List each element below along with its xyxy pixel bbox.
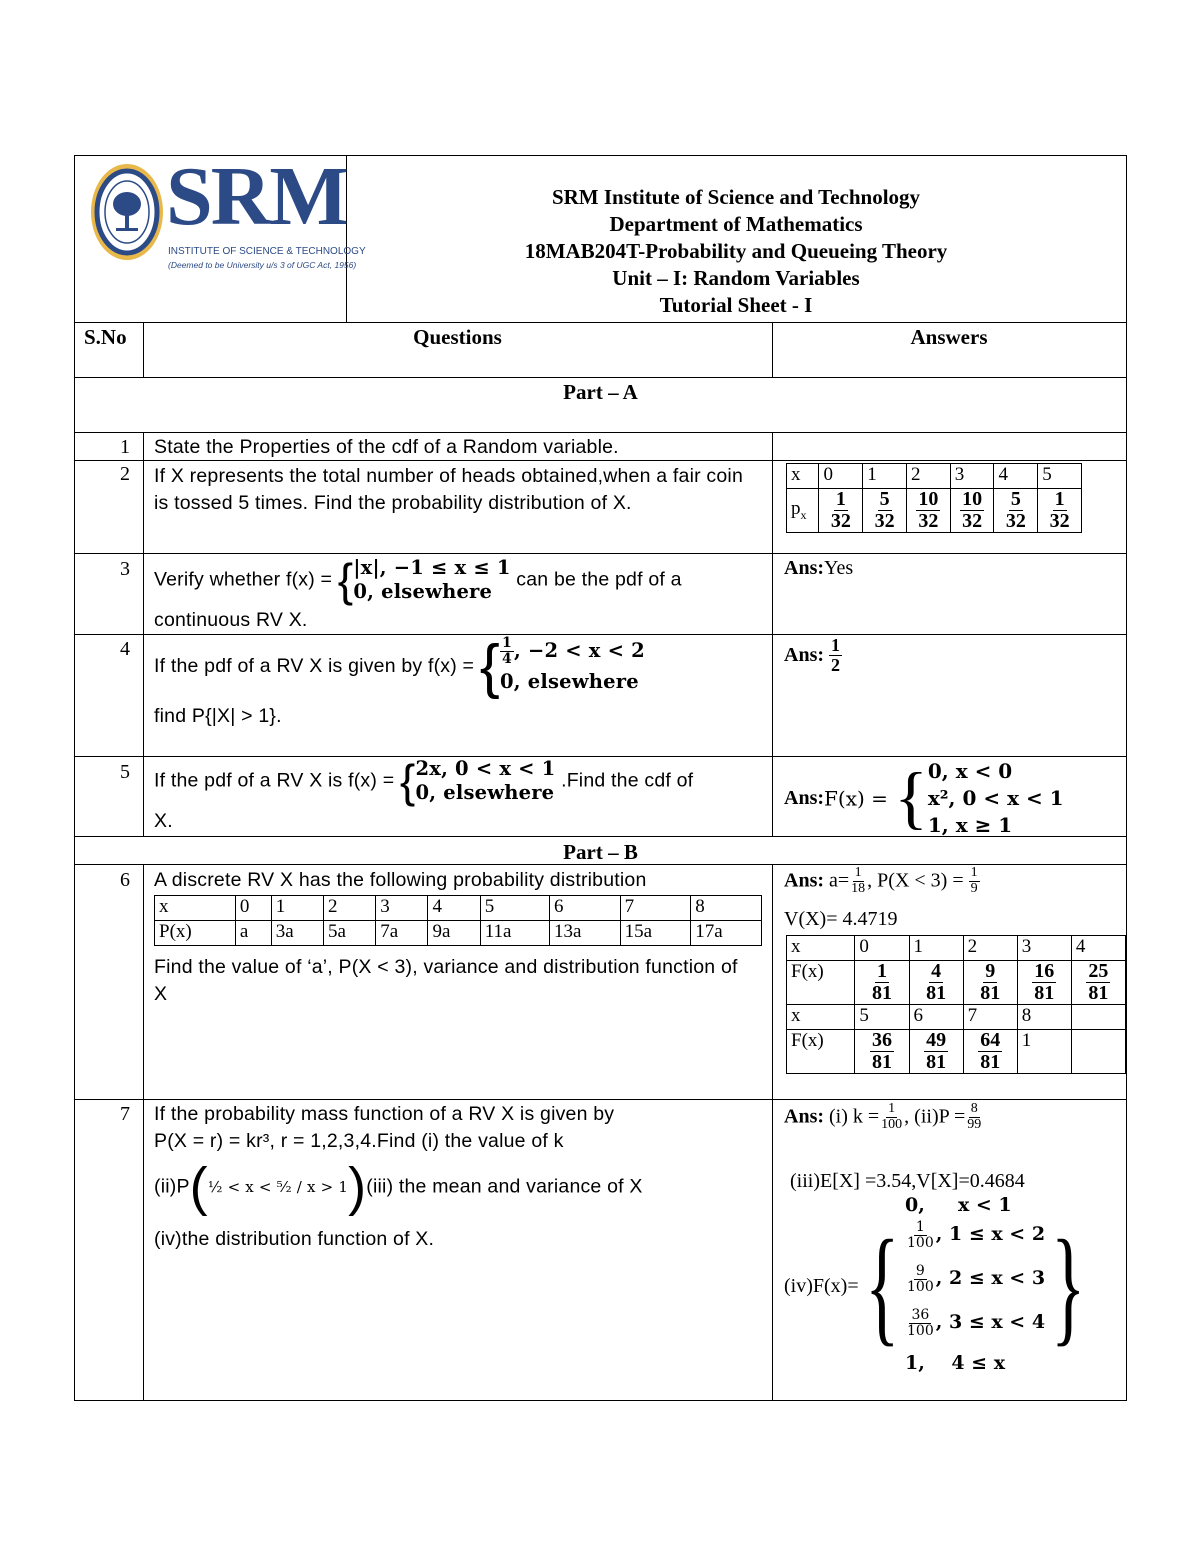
q7-ans-p: , (ii)P = xyxy=(904,1105,966,1128)
q7-ans-k: (i) k = xyxy=(824,1105,880,1128)
q2-number: 2 xyxy=(120,463,130,485)
table-cell: x xyxy=(787,1005,855,1030)
table-cell: 6 xyxy=(909,1005,963,1030)
fraction-numerator: 25 xyxy=(1088,960,1109,982)
brace-icon: { xyxy=(337,554,354,606)
q6-number: 6 xyxy=(120,869,130,891)
table-cell: 0 xyxy=(819,464,863,489)
fraction-denominator: 100 xyxy=(907,1322,934,1339)
table-cell: 0 xyxy=(235,896,271,921)
q3-answer xyxy=(784,557,853,580)
q4-pre: If the pdf of a RV X is given by f(x) = xyxy=(154,654,480,677)
part-b-title: Part – B xyxy=(563,840,638,864)
table-cell xyxy=(909,961,963,1005)
q3-pre: Verify whether f(x) = xyxy=(154,568,338,591)
table-cell xyxy=(855,1030,909,1074)
fraction-numerator: 5 xyxy=(879,488,890,510)
q3-case2: 0, elsewhere xyxy=(353,580,493,603)
q7-ans-iv xyxy=(784,1192,1091,1380)
table-cell: 7 xyxy=(963,1005,1017,1030)
fraction-numerator: 1 xyxy=(502,635,512,652)
table-cell: F(x) xyxy=(787,961,855,1005)
ans-label: Ans: xyxy=(784,557,825,579)
table-cell xyxy=(906,489,950,533)
q6-ans-a: a= xyxy=(824,869,850,892)
q7-answer-line1 xyxy=(784,1102,983,1132)
ans-label: Ans: xyxy=(784,869,825,892)
table-cell: 4 xyxy=(994,464,1038,489)
q7-case-0 xyxy=(905,1194,1045,1220)
q6-ans-p: , P(X < 3) = xyxy=(867,869,969,892)
table-row xyxy=(155,896,762,921)
q7-case-2 xyxy=(905,1264,1045,1308)
p-label: p xyxy=(791,498,801,520)
table-cell: 2 xyxy=(906,464,950,489)
logo xyxy=(86,150,366,273)
fraction-denominator: 100 xyxy=(907,1278,934,1295)
fraction-numerator: 1 xyxy=(835,488,846,510)
brace-icon: { xyxy=(894,759,928,837)
fraction-numerator: 49 xyxy=(926,1029,947,1051)
q5-ans-case1: 0, x < 0 xyxy=(927,759,1013,783)
q7-line3-expr: ½ < x < ⁵⁄₂ / x > 1 xyxy=(207,1178,349,1196)
table-cell xyxy=(819,489,863,533)
case-cond: , 3 ≤ x < 4 xyxy=(935,1311,1046,1334)
table-cell: 1 xyxy=(1017,1030,1071,1074)
brace-icon: { xyxy=(864,1214,899,1358)
q5-ans-f: F(x) = xyxy=(824,786,895,811)
table-cell xyxy=(950,489,994,533)
fraction-denominator: 81 xyxy=(871,1051,892,1073)
q3-post2: continuous RV X. xyxy=(154,609,308,631)
table-cell xyxy=(1038,489,1082,533)
fraction-denominator: 32 xyxy=(918,510,939,532)
q6-cdf-table-1 xyxy=(786,935,1126,1074)
q7-line3 xyxy=(154,1157,643,1217)
col-sno: S.No xyxy=(84,325,127,349)
table-cell xyxy=(1071,1030,1125,1074)
table-cell: 8 xyxy=(691,896,762,921)
table-row xyxy=(787,1030,1126,1074)
q3-number: 3 xyxy=(120,558,130,580)
q7-line2: P(X = r) = kr³, r = 1,2,3,4.Find (i) the value of k xyxy=(154,1130,564,1152)
institute-name: SRM Institute of Science and Technology xyxy=(551,185,921,209)
q5-case1: 2x, 0 < x < 1 xyxy=(415,757,556,780)
fraction-denominator: 81 xyxy=(871,982,892,1004)
q5-post: .Find the cdf of xyxy=(561,769,694,792)
q7-ans-iv-label: (iv)F(x)= xyxy=(784,1274,859,1297)
table-row xyxy=(787,1005,1126,1030)
q5-ans-case3: 1, x ≥ 1 xyxy=(927,813,1013,837)
q1-text: State the Properties of the cdf of a Random variable. xyxy=(154,436,619,458)
fraction-numerator: 64 xyxy=(980,1029,1001,1051)
table-cell xyxy=(787,489,819,533)
q4-case1: , −2 < x < 2 xyxy=(513,639,645,662)
table-cell xyxy=(963,1030,1017,1074)
table-cell: 4 xyxy=(428,896,480,921)
q7-line3-post: (iii) the mean and variance of X xyxy=(366,1175,643,1198)
table-row xyxy=(155,921,762,946)
ans-label: Ans: xyxy=(784,1105,825,1128)
fraction-numerator: 4 xyxy=(931,960,942,982)
fraction-numerator: 10 xyxy=(918,488,939,510)
case-cond: , 1 ≤ x < 2 xyxy=(935,1223,1046,1246)
table-cell: 13a xyxy=(550,921,621,946)
fraction-numerator: 9 xyxy=(915,1263,925,1279)
course-title: 18MAB204T-Probability and Queueing Theory xyxy=(524,239,948,263)
table-cell xyxy=(855,961,909,1005)
table-cell xyxy=(1071,961,1125,1005)
table-cell: 1 xyxy=(909,936,963,961)
q7-line1: If the probability mass function of a RV X is given by xyxy=(154,1103,615,1125)
fraction-denominator: 81 xyxy=(1088,982,1109,1004)
table-cell: x xyxy=(155,896,236,921)
table-row xyxy=(787,489,1082,533)
logo-subtitle: INSTITUTE OF SCIENCE & TECHNOLOGY xyxy=(168,246,366,257)
fraction-denominator: 81 xyxy=(980,982,1001,1004)
table-cell xyxy=(1017,961,1071,1005)
q7-number: 7 xyxy=(120,1103,130,1125)
table-cell: 7a xyxy=(376,921,428,946)
case-cond: x < 1 xyxy=(957,1194,1012,1216)
q3-question xyxy=(154,556,682,604)
table-cell: 9a xyxy=(428,921,480,946)
q5-question xyxy=(154,757,693,805)
fraction-numerator: 1 xyxy=(915,1219,925,1235)
fraction-denominator: 81 xyxy=(980,1051,1001,1073)
table-cell: 3 xyxy=(376,896,428,921)
q5-pre: If the pdf of a RV X is f(x) = xyxy=(154,769,400,792)
q3-ans: Yes xyxy=(824,557,854,579)
table-cell: 3a xyxy=(271,921,323,946)
fraction-numerator: 1 xyxy=(970,865,978,880)
fraction-numerator: 1 xyxy=(1054,488,1065,510)
q7-case-4 xyxy=(905,1352,1045,1378)
brace-icon: { xyxy=(399,755,416,807)
q7-line4: (iv)the distribution function of X. xyxy=(154,1228,435,1250)
p-subscript: x xyxy=(800,507,807,522)
paren-right-icon: ) xyxy=(348,1157,367,1217)
q2-distribution-table xyxy=(786,463,1082,533)
srm-emblem-icon xyxy=(88,160,166,264)
table-cell: F(x) xyxy=(787,1030,855,1074)
fraction-denominator: 32 xyxy=(1005,510,1026,532)
table-cell: 0 xyxy=(855,936,909,961)
table-cell: 8 xyxy=(1017,1005,1071,1030)
q4-answer xyxy=(784,636,842,675)
ans-label: Ans: xyxy=(784,643,825,666)
q5-answer xyxy=(784,758,1064,839)
table-cell: 6 xyxy=(550,896,621,921)
q2-text: If X represents the total number of heads obtained,when a fair coin is tossed 5 times. Find the probability distribution of X. xyxy=(154,465,744,514)
table-cell: 2 xyxy=(963,936,1017,961)
table-cell xyxy=(1071,1005,1125,1030)
case-expr: 1, xyxy=(905,1352,925,1374)
q1-number: 1 xyxy=(120,436,130,458)
table-cell: 3 xyxy=(950,464,994,489)
table-cell: 1 xyxy=(271,896,323,921)
fraction-denominator: 2 xyxy=(831,654,841,675)
table-row xyxy=(787,464,1082,489)
table-cell: a xyxy=(235,921,271,946)
q5-case2: 0, elsewhere xyxy=(415,781,555,804)
table-cell: 17a xyxy=(691,921,762,946)
fraction-numerator: 9 xyxy=(985,960,996,982)
fraction-numerator: 16 xyxy=(1034,960,1055,982)
q5-number: 5 xyxy=(120,761,130,783)
table-cell: x xyxy=(787,936,855,961)
col-answers: Answers xyxy=(910,325,988,349)
fraction-denominator: 99 xyxy=(967,1116,982,1132)
table-cell: 11a xyxy=(480,921,549,946)
fraction-denominator: 32 xyxy=(830,510,851,532)
fraction-denominator: 81 xyxy=(926,982,947,1004)
table-row xyxy=(787,936,1126,961)
q7-case-3 xyxy=(905,1308,1045,1352)
part-a-title: Part – A xyxy=(563,380,638,404)
fraction-numerator: 1 xyxy=(854,865,862,880)
table-cell: P(x) xyxy=(155,921,236,946)
q6-answer-line1 xyxy=(784,866,980,896)
logo-text: SRM xyxy=(166,150,347,243)
q3-post: can be the pdf of a xyxy=(516,568,682,591)
table-cell xyxy=(994,489,1038,533)
table-cell: 5 xyxy=(855,1005,909,1030)
q7-cases xyxy=(905,1194,1045,1378)
fraction-numerator: 8 xyxy=(970,1101,978,1116)
q3-case1: |x|, −1 ≤ x ≤ 1 xyxy=(353,556,511,579)
case-cond: 4 ≤ x xyxy=(951,1352,1006,1374)
fraction-denominator: 32 xyxy=(962,510,983,532)
fraction-numerator: 36 xyxy=(871,1029,892,1051)
col-questions: Questions xyxy=(413,325,502,349)
table-cell: 15a xyxy=(620,921,691,946)
q7-ans-iii: (iii)E[X] =3.54,V[X]=0.4684 xyxy=(790,1170,1025,1192)
q6-text: A discrete RV X has the following probability distribution xyxy=(154,869,647,891)
q4-post: find P{|X| > 1}. xyxy=(154,705,282,727)
q4-number: 4 xyxy=(120,638,130,660)
table-cell xyxy=(863,489,907,533)
q4-case2: 0, elsewhere xyxy=(500,669,639,693)
sheet-header xyxy=(346,184,1126,319)
fraction-numerator: 1 xyxy=(876,960,887,982)
fraction-denominator: 81 xyxy=(926,1051,947,1073)
q6-variance: V(X)= 4.4719 xyxy=(784,908,898,930)
brace-right-icon: } xyxy=(1051,1214,1086,1358)
fraction-numerator: 1 xyxy=(888,1101,896,1116)
table-cell: 5a xyxy=(324,921,376,946)
fraction-numerator: 1 xyxy=(831,635,841,655)
table-cell: 2 xyxy=(324,896,376,921)
fraction-denominator: 9 xyxy=(970,880,978,896)
table-cell: 3 xyxy=(1017,936,1071,961)
table-cell: 5 xyxy=(480,896,549,921)
case-expr: 0, xyxy=(905,1194,925,1216)
fraction-numerator: 5 xyxy=(1010,488,1021,510)
table-row xyxy=(787,961,1126,1005)
table-cell: 4 xyxy=(1071,936,1125,961)
table-cell xyxy=(909,1030,963,1074)
q7-line3-pre: (ii)P xyxy=(154,1175,190,1198)
q6-text2: Find the value of ‘a’, P(X < 3), variance and distribution function of X xyxy=(154,956,738,1005)
fraction-numerator: 36 xyxy=(911,1307,930,1323)
fraction-denominator: 100 xyxy=(907,1234,934,1251)
table-cell: 5 xyxy=(1038,464,1082,489)
ans-label: Ans: xyxy=(784,787,825,809)
fraction-denominator: 18 xyxy=(851,880,866,896)
unit-title: Unit – I: Random Variables xyxy=(612,266,860,290)
department-name: Department of Mathematics xyxy=(609,212,863,236)
table-cell xyxy=(963,961,1017,1005)
table-cell: 1 xyxy=(863,464,907,489)
fraction-denominator: 32 xyxy=(874,510,895,532)
q5-post2: X. xyxy=(154,810,173,832)
fraction-denominator: 32 xyxy=(1049,510,1070,532)
q5-ans-case2: x², 0 < x < 1 xyxy=(927,786,1064,810)
logo-tagline: (Deemed to be University u/s 3 of UGC Act, 1956) xyxy=(168,260,357,270)
fraction-numerator: 10 xyxy=(962,488,983,510)
brace-icon: { xyxy=(479,632,501,700)
table-cell: 7 xyxy=(620,896,691,921)
table-cell: x xyxy=(787,464,819,489)
q7-case-1 xyxy=(905,1220,1045,1264)
paren-left-icon: ( xyxy=(189,1157,208,1217)
sheet-title: Tutorial Sheet - I xyxy=(659,293,813,317)
fraction-denominator: 4 xyxy=(502,651,512,667)
q6-distribution-table xyxy=(154,895,762,946)
fraction-denominator: 100 xyxy=(881,1116,903,1132)
fraction-denominator: 81 xyxy=(1034,982,1055,1004)
q4-question xyxy=(154,632,645,700)
case-cond: , 2 ≤ x < 3 xyxy=(935,1267,1046,1290)
